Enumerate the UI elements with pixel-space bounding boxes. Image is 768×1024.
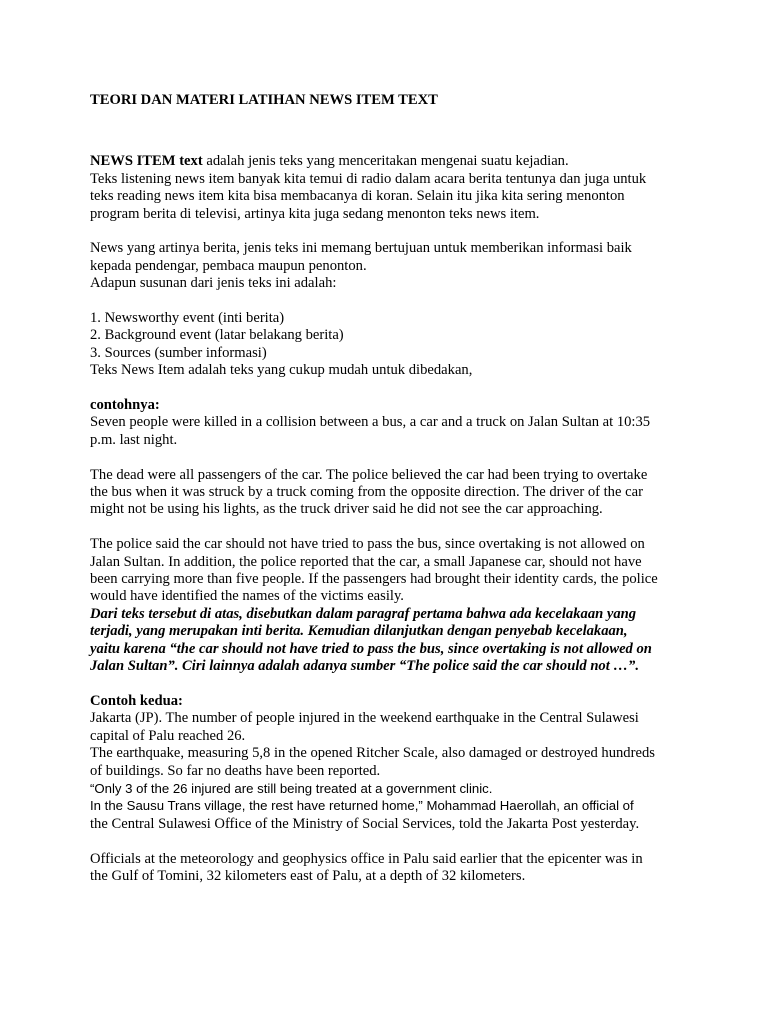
structure-list [90,310,730,380]
text-line: would have identified the names of the victims easily. [90,588,404,605]
example-one [90,397,730,675]
news-item-term: NEWS ITEM text [90,153,203,170]
text-line: the Central Sulawesi Office of the Ministry of Social Services, told the Jakarta Post yesterday. [90,815,640,832]
analysis-line: yaitu karena “the car should not have tried to pass the bus, since overtaking is not allowed on [90,640,652,657]
text-line: Jalan Sultan. In addition, the police reported that the car, a small Japanese car, should not have [90,553,642,570]
list-item: 3. Sources (sumber informasi) [90,344,267,361]
list-item: 2. Background event (latar belakang berita) [90,327,344,344]
document-page [90,92,730,885]
structure-note: Teks News Item adalah teks yang cukup mudah untuk dibedakan, [90,362,473,379]
text-line: The dead were all passengers of the car. The police believed the car had been trying to overtake [90,466,648,483]
quote-line [90,797,730,815]
definition-paragraph [90,240,730,292]
intro-line: teks reading news item kita bisa membacanya di koran. Selain itu jika kita sering menonton [90,188,625,205]
text-line: the bus when it was struck by a truck coming from the opposite direction. The driver of the car [90,484,643,501]
text-line: Officials at the meteorology and geophysics office in Palu said earlier that the epicenter was in [90,850,643,867]
text-line: been carrying more than five people. If the passengers had brought their identity cards, the police [90,571,658,588]
text-line: p.m. last night. [90,431,178,448]
example-one-heading: contohnya: [90,397,160,414]
intro-paragraph [90,153,730,223]
text-line: the Gulf of Tomini, 32 kilometers east of Palu, at a depth of 32 kilometers. [90,867,526,884]
document-title: TEORI DAN MATERI LATIHAN NEWS ITEM TEXT [90,92,438,108]
quote-attribution: Mohammad Haerollah, an official of [422,798,634,814]
text-line: The police said the car should not have tried to pass the bus, since overtaking is not allowed on [90,536,645,553]
definition-line: Adapun susunan dari jenis teks ini adalah: [90,275,337,292]
intro-line: Teks listening news item banyak kita temui di radio dalam acara berita tentunya dan juga untuk [90,170,647,187]
list-item: 1. Newsworthy event (inti berita) [90,310,285,327]
text-line: The earthquake, measuring 5,8 in the opened Ritcher Scale, also damaged or destroyed hundreds [90,745,655,762]
quote-line: “Only 3 of the 26 injured are still being treated at a government clinic. [90,780,493,796]
definition-line: kepada pendengar, pembaca maupun penonton. [90,257,367,274]
text-line: Seven people were killed in a collision between a bus, a car and a truck on Jalan Sultan at 10:35 [90,414,651,431]
definition-line: News yang artinya berita, jenis teks ini memang bertujuan untuk memberikan informasi baik [90,240,632,257]
intro-line: program berita di televisi, artinya kita juga sedang menonton teks news item. [90,205,540,222]
text-line: capital of Palu reached 26. [90,727,246,744]
example-two-heading: Contoh kedua: [90,692,183,709]
analysis-line: Dari teks tersebut di atas, disebutkan dalam paragraf pertama bahwa ada kecelakaan yang [90,605,637,622]
text-line: might not be using his lights, as the truck driver said he did not see the car approaching. [90,501,603,518]
text-line: of buildings. So far no deaths have been reported. [90,762,381,779]
analysis-line: terjadi, yang merupakan inti berita. Kemudian dilanjutkan dengan penyebab kecelakaan, [90,623,628,640]
quote-text: In the Sausu Trans village, the rest have returned home,” [90,798,423,814]
intro-line [90,153,730,170]
intro-line-text: adalah jenis teks yang menceritakan mengenai suatu kejadian. [202,153,569,170]
analysis-line: Jalan Sultan”. Ciri lainnya adalah adanya sumber “The police said the car should not …”. [90,658,639,675]
example-two [90,693,730,885]
text-line: Jakarta (JP). The number of people injured in the weekend earthquake in the Central Sulawesi [90,710,639,727]
